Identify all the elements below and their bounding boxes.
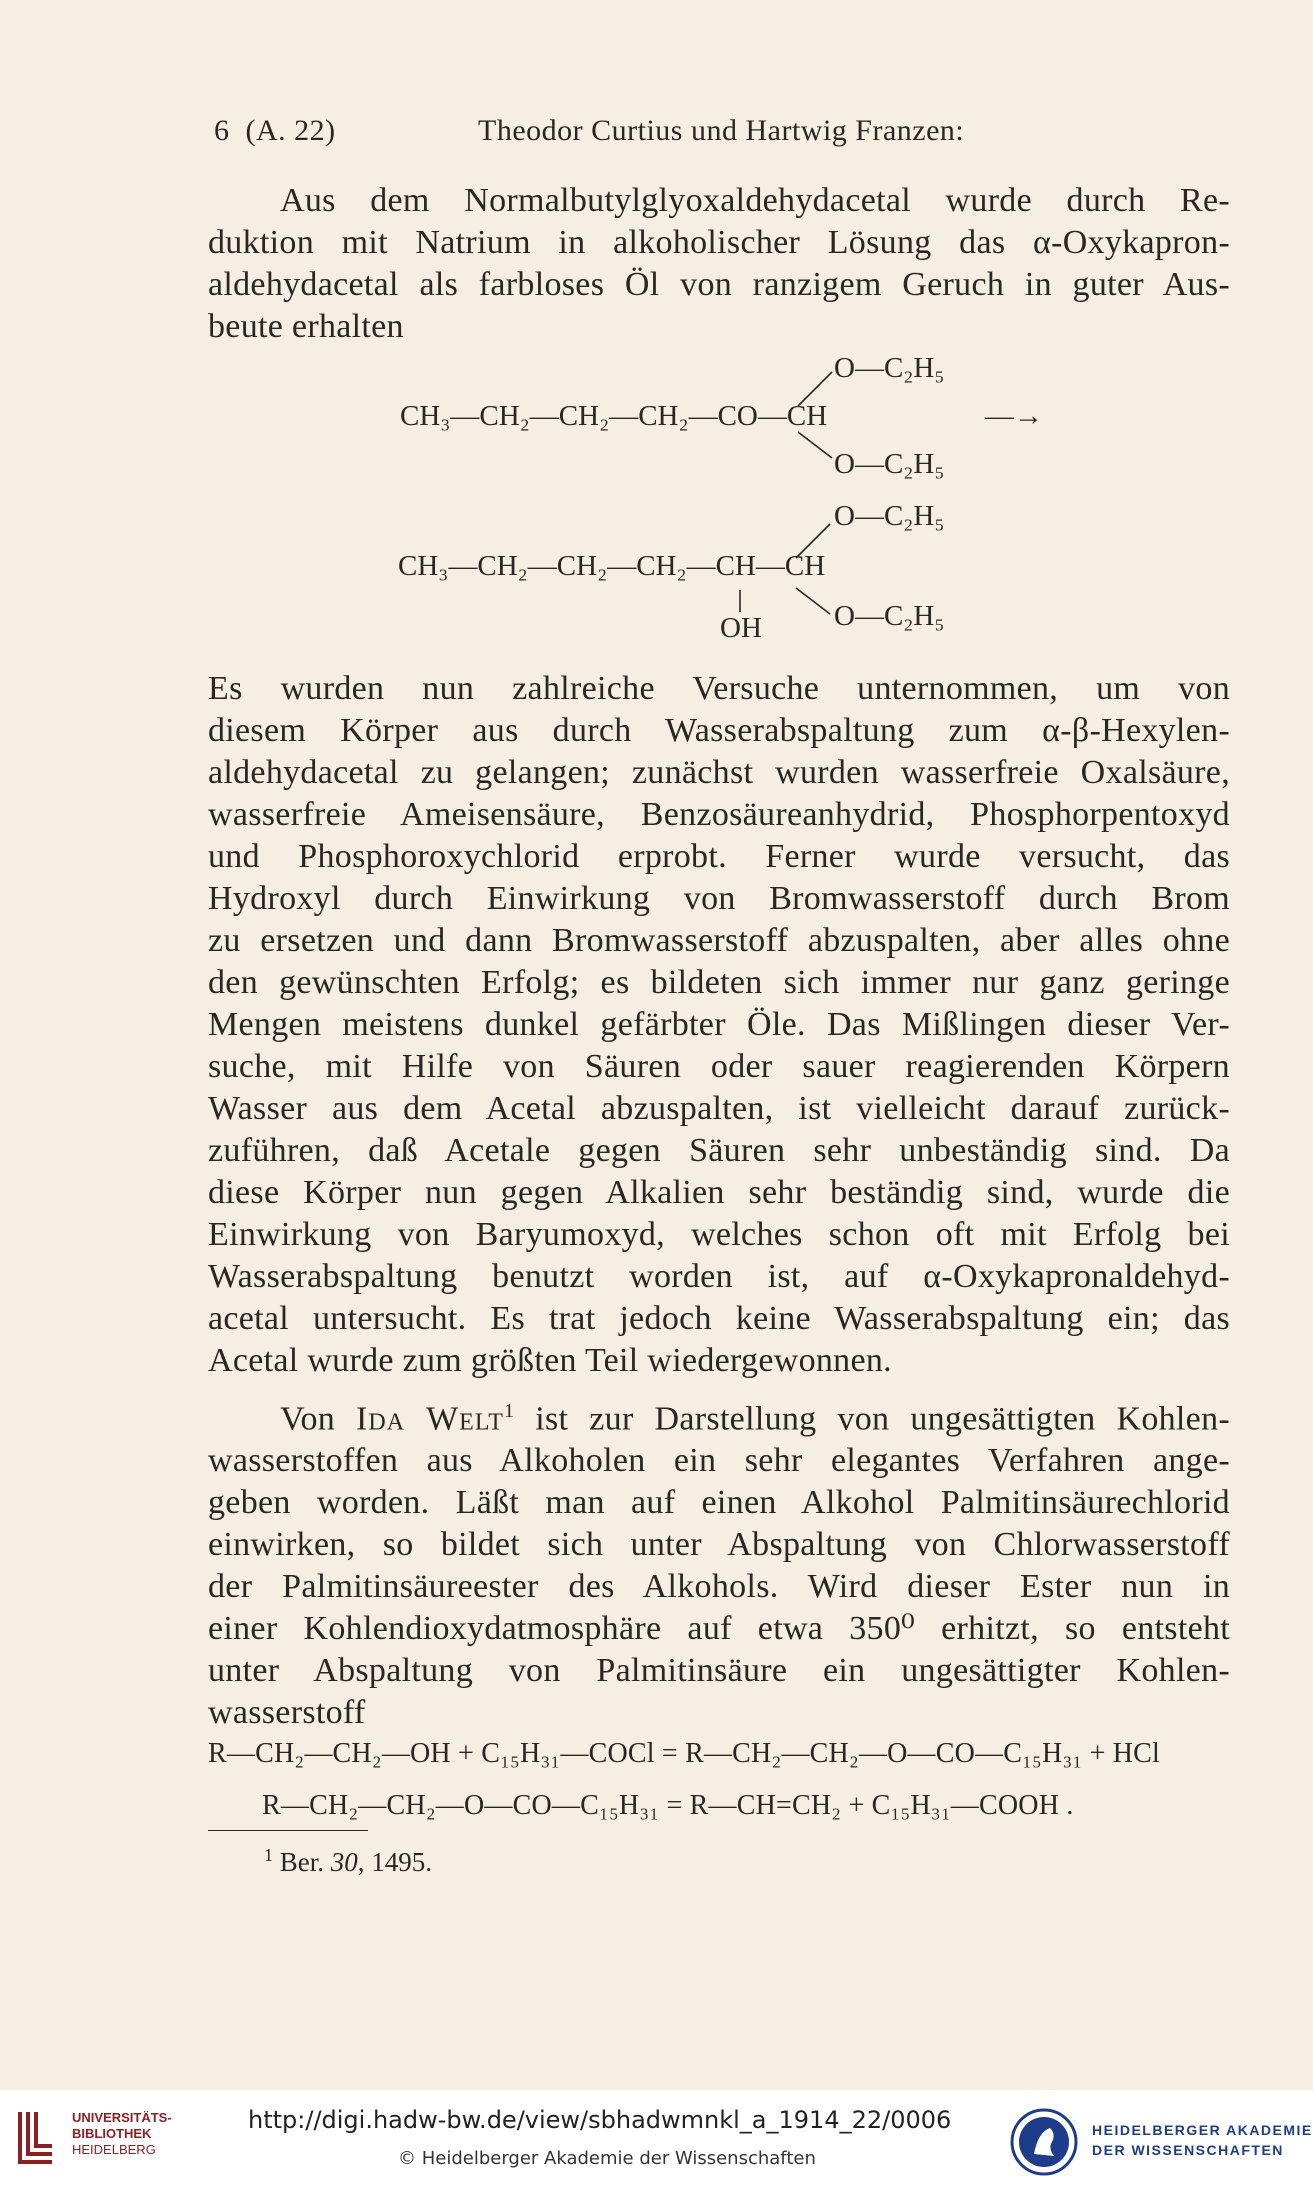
text-line: wasserfreie Ameisensäure, Benzosäureanhydrid, Phosphorpentoxyd — [208, 796, 1230, 833]
text-line: suche, mit Hilfe von Säuren oder sauer reagierenden Körpern — [208, 1048, 1230, 1085]
text-line: diesem Körper aus durch Wasserabspaltung zum α-β-Hexylen- — [208, 712, 1230, 749]
text-line: Wasserabspaltung benutzt worden ist, auf α-Oxykapronaldehyd- — [208, 1258, 1230, 1295]
page-number-ref: 6 (A. 22) — [214, 114, 336, 147]
text-line: einer Kohlendioxydatmosphäre auf etwa 350⁰ erhitzt, so entsteht — [208, 1610, 1230, 1648]
reaction-arrow: —→ — [985, 400, 1043, 432]
formula-top-group: O—C₂H₅ — [834, 500, 945, 532]
formula-bottom-group: O—C₂H₅ — [834, 448, 945, 480]
author-name: Ida Welt — [356, 1400, 504, 1438]
formula-bonds — [790, 370, 840, 460]
text-line: Wasser aus dem Acetal abzuspalten, ist vielleicht darauf zurück- — [208, 1090, 1230, 1127]
text-line: Von Ida Welt$^1$ ist zur Darstellung von ungesättigten Kohlen- — [280, 1400, 1230, 1438]
formula-bonds — [720, 520, 850, 620]
text-line: und Phosphoroxychlorid erprobt. Ferner wurde versucht, das — [208, 838, 1230, 875]
text-line: aldehydacetal zu gelangen; zunächst wurden wasserfreie Oxalsäure, — [208, 754, 1230, 791]
equation-2: R—CH₂—CH₂—O—CO—C₁₅H₃₁ = R—CH=CH₂ + C₁₅H₃₁—COOH . — [262, 1790, 1074, 1821]
paragraph-1 — [208, 180, 1230, 348]
permalink[interactable]: http://digi.hadw-bw.de/view/sbhadwmnkl_a_1914_22/0006 — [248, 2106, 952, 2134]
text-line: diese Körper nun gegen Alkalien sehr beständig sind, wurde die — [208, 1174, 1230, 1211]
paragraph-2 — [208, 668, 1230, 1382]
running-title: Theodor Curtius und Hartwig Franzen: — [478, 114, 965, 147]
academy-seal-icon — [1010, 2108, 1078, 2176]
text-line: wasserstoffen aus Alkoholen ein sehr elegantes Verfahren ange- — [208, 1442, 1230, 1480]
text-line: geben worden. Läßt man auf einen Alkohol Palmitinsäurechlorid — [208, 1484, 1230, 1522]
hydroxyl-group: OH — [720, 612, 762, 644]
text-line: einwirken, so bildet sich unter Abspaltung von Chlorwasserstoff — [208, 1526, 1230, 1564]
text-line: Mengen meistens dunkel gefärbter Öle. Das Mißlingen dieser Ver- — [208, 1006, 1230, 1043]
text-line: der Palmitinsäureester des Alkohols. Wird dieser Ester nun in — [208, 1568, 1230, 1606]
copyright-notice: © Heidelberger Akademie der Wissenschaften — [398, 2148, 816, 2169]
university-library-name: UNIVERSITÄTS- BIBLIOTHEK HEIDELBERG — [72, 2110, 172, 2157]
footnote-divider — [208, 1830, 368, 1831]
formula-chain: CH₃—CH₂—CH₂—CH₂—CO—CH — [400, 400, 828, 432]
text-line: Einwirkung von Baryumoxyd, welches schon oft mit Erfolg bei — [208, 1216, 1230, 1253]
text-line: beute erhalten — [208, 308, 404, 345]
text-line: wasserstoff — [208, 1694, 366, 1732]
text-line: unter Abspaltung von Palmitinsäure ein ungesättigter Kohlen- — [208, 1652, 1230, 1690]
text-line: den gewünschten Erfolg; es bildeten sich immer nur ganz geringe — [208, 964, 1230, 1001]
equation-1: R—CH₂—CH₂—OH + C₁₅H₃₁—COCl = R—CH₂—CH₂—O—CO—C₁₅H₃₁ + HCl — [208, 1738, 1161, 1769]
footnote-reference: 1 — [503, 1400, 515, 1422]
text-line: zuführen, daß Acetale gegen Säuren sehr unbeständig sind. Da — [208, 1132, 1230, 1169]
formula-top-group: O—C₂H₅ — [834, 352, 945, 384]
academy-name: HEIDELBERGER AKADEMIE DER WISSENSCHAFTEN — [1092, 2122, 1313, 2158]
formula-chain: CH₃—CH₂—CH₂—CH₂—CH—CH — [398, 550, 826, 582]
footnote: $^1$ Ber. 30, 1495. — [264, 1845, 432, 1877]
university-library-logo-icon — [16, 2108, 56, 2166]
text-line: zu ersetzen und dann Bromwasserstoff abzuspalten, aber alles ohne — [208, 922, 1230, 959]
formula-bottom-group: O—C₂H₅ — [834, 600, 945, 632]
text-line: Es wurden nun zahlreiche Versuche unternommen, um von — [208, 670, 1230, 707]
text-line: Hydroxyl durch Einwirkung von Bromwasserstoff durch Brom — [208, 880, 1230, 917]
text-line: Acetal wurde zum größten Teil wiedergewonnen. — [208, 1342, 892, 1379]
text-line: acetal untersucht. Es trat jedoch keine Wasserabspaltung ein; das — [208, 1300, 1230, 1337]
text-line: aldehydacetal als farbloses Öl von ranzigem Geruch in guter Aus- — [208, 266, 1230, 303]
text-line: Aus dem Normalbutylglyoxaldehydacetal wurde durch Re- — [280, 182, 1230, 219]
text-line: duktion mit Natrium in alkoholischer Lösung das α-Oxykapron- — [208, 224, 1230, 261]
paragraph-3 — [208, 1390, 1230, 1734]
